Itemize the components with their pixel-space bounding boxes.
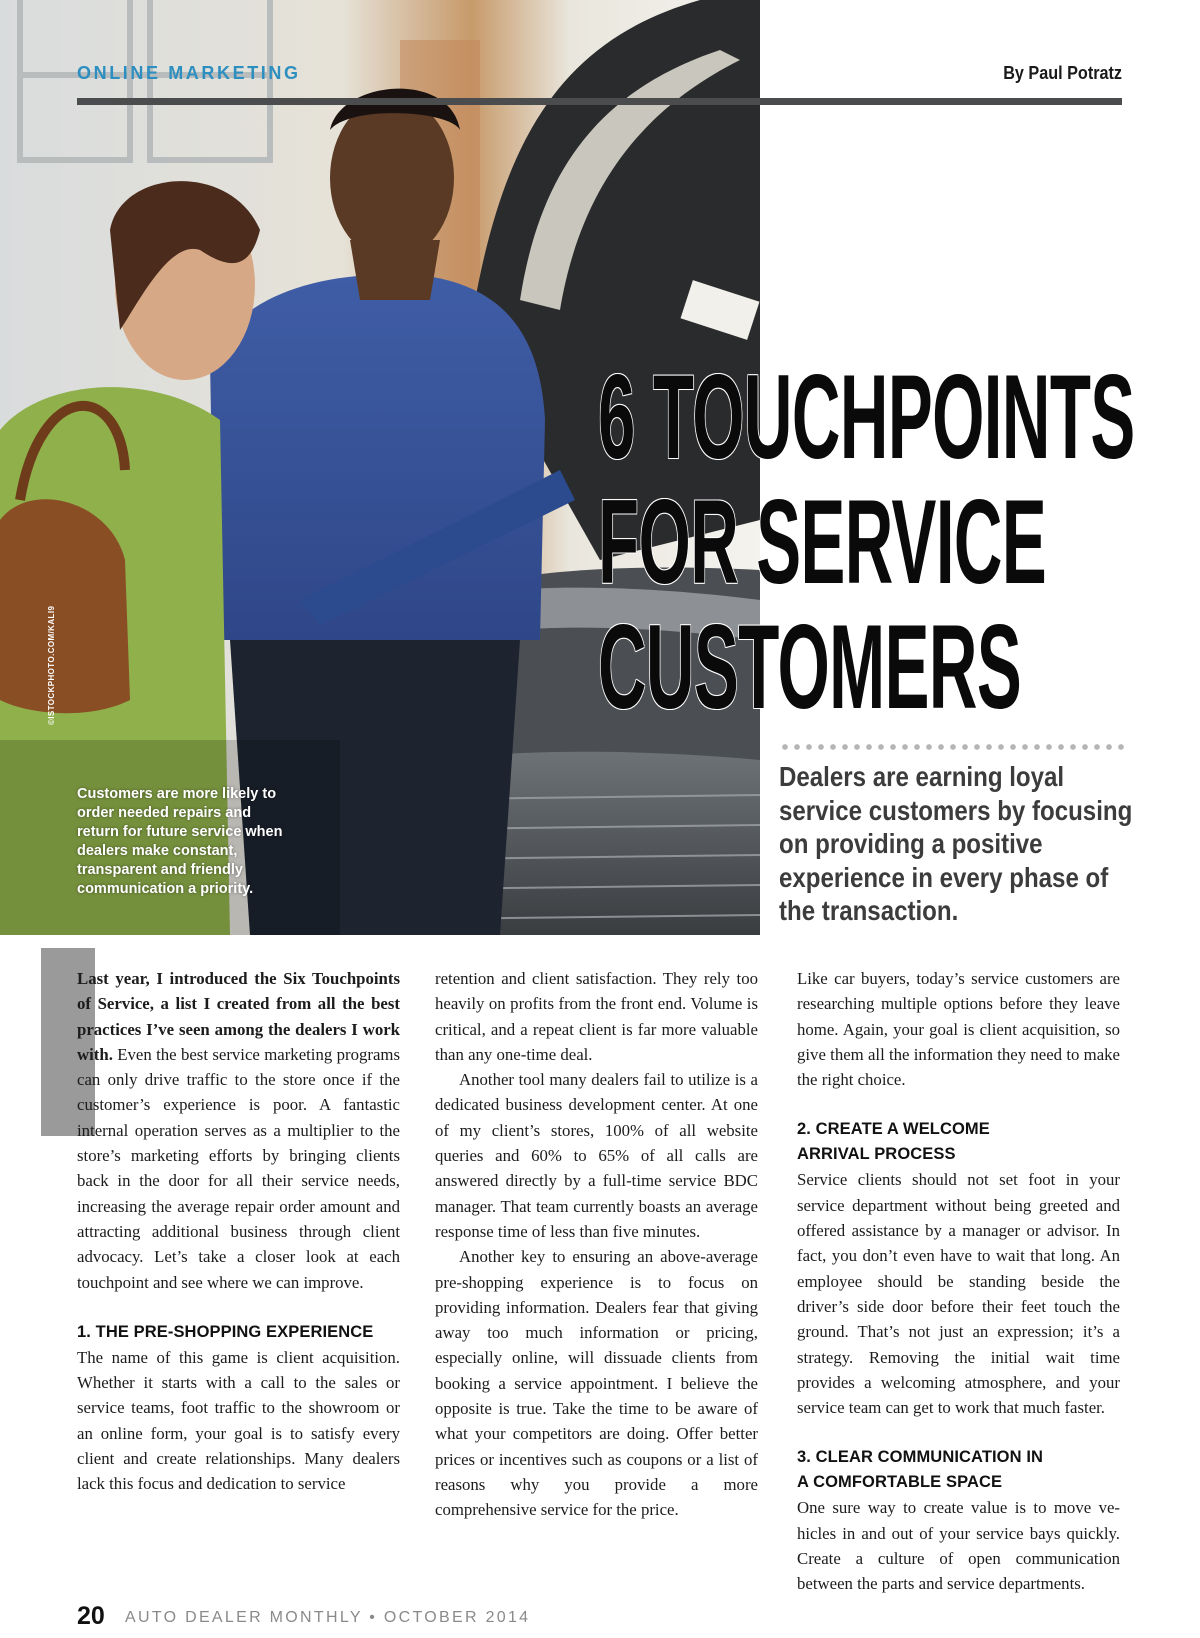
intro-rest: Even the best service marketing programs can only drive traffic to the store once if the customer’s experience is poor. A fantastic internal operation serves as a multiplier to the store’s marketing efforts by bringing clients back in the door for all their service needs, increasing the average repair order amount and attracting additional business through client advocacy. Let’s take a closer look at each touchpoint and see where we can improve. [77,1044,400,1292]
body-column-1 [77,966,400,1497]
photo-credit: ©ISTOCKPHOTO.COM/KALI9 [47,605,56,725]
body-column-2 [435,966,758,1523]
subhead-2-line-2: ARRIVAL PROCESS [797,1145,956,1164]
subhead-3-line-1: 3. CLEAR COMMUNICATION IN [797,1448,1044,1467]
intro-lead: Last year, I introduced the Six Touchpoints of Service, a list I created from all the best practices I’ve seen among the dealers I work with. [77,969,400,1064]
section-1-paragraph-3: Another key to ensuring an above-average pre-shopping experience is to focus on providing information. Dealers fear that giving away too much information or pricing, especially online, will dissuade clients from booking a service appointment. I believe the opposite is true. Take the time to be aware of what your competitors are doing. Offer better prices or incentives such as coupons or a list of reasons why you provide a more comprehensive service for the price. [435,1247,758,1520]
section-label: ONLINE MARKETING [77,63,301,83]
body-column-3 [797,966,1120,1597]
header-rule [77,98,1122,105]
headline-line-3: CUSTOMERS [598,600,1022,734]
byline: By Paul Potratz [1003,63,1122,83]
section-1-paragraph-1: The name of this game is client acquisition. Whether it starts with a call to the sales or service teams, foot traffic to the showroom or an online form, your goal is to satisfy every client and create relationships. Many dealers lack this focus and dedication to service [77,1347,400,1494]
section-1-paragraph-4-continued: Like car buyers, today’s service customers are researching multiple options before they leave home. Again, your goal is client acquisition, so give them all the information they need to make the right choice. [797,969,1120,1090]
section-2-paragraph-1: Service clients should not set foot in your service department without being greeted and offered assistance by a manager or advisor. In fact, you don’t even have to wait that long. An employee should be standing beside the driver’s side door before their feet touch the ground. That’s not just an expression; it’s a strategy. Removing the initial wait time provides a welcoming atmosphere, and your service team can get to work that much faster. [797,1170,1120,1418]
section-1-paragraph-1-continued: retention and client satisfaction. They rely too heavily on profits from the front end. Volume is critical, and a repeat client is far more valuable than any one-time deal. [435,969,758,1064]
headline [598,350,1135,734]
section-3-paragraph-1: One sure way to create value is to move vehicles in and out of your service bays quickly. Create a culture of open communication between the parts and service departments. [797,1498,1120,1594]
subhead-2-line-1: 2. CREATE A WELCOME [797,1120,990,1139]
headline-line-1: 6 TOUCHPOINTS [598,350,1135,484]
subhead-3-line-2: A COMFORTABLE SPACE [797,1473,1003,1492]
dotted-divider [779,744,1124,750]
photo-caption: Customers are more likely to order needed repairs and return for future service when dealers make constant, transparent and friendly communication a priority. [77,786,283,897]
intro-paragraph [77,966,400,1295]
page-number: 20 [77,1602,105,1630]
publication-footer: AUTO DEALER MONTHLY • OCTOBER 2014 [125,1609,531,1626]
subhead-1: 1. THE PRE-SHOPPING EXPERIENCE [77,1322,374,1341]
deck: Dealers are earning loyal service customers by focusing on providing a positive experience in every phase of the transaction. [779,761,1133,926]
section-1-paragraph-2: Another tool many dealers fail to utilize is a dedicated business development center. At one of my client’s stores, 100% of all website queries and 60% to 65% of all calls are answered directly by a full-time service BDC manager. That team currently boasts an average response time of less than five minutes. [435,1070,758,1241]
headline-line-2: FOR SERVICE [598,475,1047,609]
